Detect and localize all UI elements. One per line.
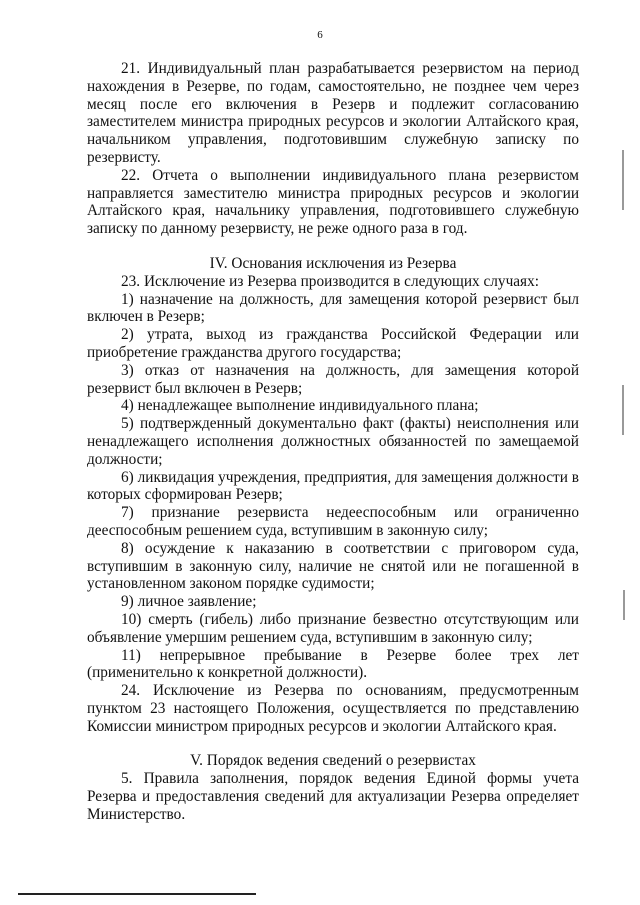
- paragraph: 24. Исключение из Резерва по основаниям, предусмотренным пунктом 23 настоящего Положения, осуществляется по представлению Комиссии министром природных ресурсов и экологии Алтайского края.: [87, 682, 579, 735]
- section-gap: [87, 238, 579, 255]
- paragraph: 1) назначение на должность, для замещения которой резервист был включен в Резерв;: [87, 290, 579, 326]
- bottom-rule: [18, 893, 256, 895]
- scan-mark: [622, 150, 624, 210]
- paragraph: 6) ликвидация учреждения, предприятия, для замещения должности в которых сформирован Резерв;: [87, 468, 579, 504]
- paragraph: 3) отказ от назначения на должность, для замещения которой резервист был включен в Резерв;: [87, 361, 579, 397]
- paragraph: 8) осуждение к наказанию в соответствии с приговором суда, вступившим в законную силу, наличие не снятой или не погашенной в установленном законом порядке судимости;: [87, 539, 579, 593]
- paragraph: 5) подтвержденный документально факт (факты) неисполнения или ненадлежащего исполнения должностных обязанностей по замещаемой должности;: [87, 415, 579, 468]
- scan-mark: [623, 590, 625, 620]
- paragraph: 9) личное заявление;: [121, 593, 257, 611]
- section-heading: IV. Основания исключения из Резерва: [209, 254, 457, 272]
- scan-mark: [622, 385, 624, 435]
- section-heading: V. Порядок ведения сведений о резервистах: [190, 752, 476, 770]
- paragraph: 4) ненадлежащее выполнение индивидуального плана;: [121, 397, 479, 415]
- paragraph: 2) утрата, выход из гражданства Российской Федерации или приобретение гражданства другого государства;: [87, 326, 579, 361]
- section-gap: [87, 735, 579, 752]
- paragraph: 7) признание резервиста недееспособным или ограниченно дееспособным решением суда, вступившим в законную силу;: [87, 504, 579, 539]
- paragraph: 11) непрерывное пребывание в Резерве более трех лет (применительно к конкретной должности).: [87, 646, 579, 682]
- page-number: 6: [317, 29, 323, 41]
- paragraph: 21. Индивидуальный план разрабатывается резервистом на период нахождения в Резерве, по годам, самостоятельно, не позднее чем через месяц после его включения в Резерв и подлежит согласованию заместителем министра природных ресурсов и экологии Алтайского края, начальником управления, подготовившим служебную записку по резервисту.: [87, 60, 579, 166]
- paragraph: 23. Исключение из Резерва производится в следующих случаях:: [121, 272, 539, 290]
- paragraph: 10) смерть (гибель) либо признание безвестно отсутствующим или объявление умершим решением суда, вступившим в законную силу;: [87, 610, 579, 646]
- document-body: [87, 60, 579, 824]
- paragraph: 22. Отчета о выполнении индивидуального плана резервистом направляется заместителю министра природных ресурсов и экологии Алтайского края, начальнику управления, подготовившего служебную записку по данному резервисту, не реже одного раза в год.: [87, 166, 579, 238]
- paragraph: 5. Правила заполнения, порядок ведения Единой формы учета Резерва и предоставления сведений для актуализации Резерва определяет Министерство.: [87, 770, 579, 823]
